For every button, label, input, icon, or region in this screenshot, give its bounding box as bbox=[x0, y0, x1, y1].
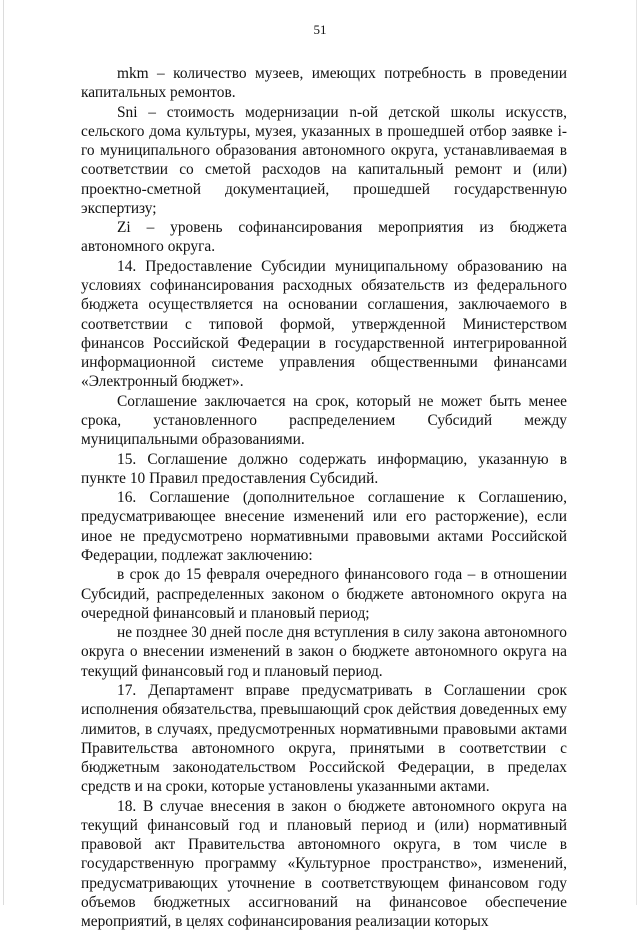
page-number: 51 bbox=[313, 22, 327, 37]
paragraph: Zi – уровень софинансирования мероприятия из бюджета автономного округа. bbox=[81, 219, 567, 256]
paragraph: 16. Соглашение (дополнительное соглашение к Соглашению, предусматривающее внесение изменений или его расторжение), если иное не предусмотрено нормативными правовыми актами Российской Федерации, подлежат заключению: bbox=[81, 489, 567, 564]
paragraph: mkm – количество музеев, имеющих потребность в проведении капитальных ремонтов. bbox=[81, 65, 567, 102]
paragraph: в срок до 15 февраля очередного финансового года – в отношении Субсидий, распределенных законом о бюджете автономного округа на очередной финансовый и плановый период; bbox=[81, 566, 567, 622]
paragraph: 18. В случае внесения в закон о бюджете автономного округа на текущий финансовый год и плановый период и (или) нормативный правовой акт Правительства автономного округа, в том числе в государственную программу «Культурное пространство», изменений, предусматривающих уточнение в соответствующем финансовом году объемов бюджетных ассигнований на финансовое обеспечение мероприятий, в целях софинансирования реализации которых bbox=[81, 797, 567, 930]
page-edge-left bbox=[3, 0, 4, 905]
paragraph: 17. Департамент вправе предусматривать в Соглашении срок исполнения обязательства, превышающий срок действия доведенных ему лимитов, в случаях, предусмотренных нормативными правовыми актами Правительства автономного округа, принятыми в соответствии с бюджетным законодательством Российской Федерации, в пределах средств и на сроки, которые установлены указанными актами. bbox=[81, 682, 567, 796]
paragraph: 15. Соглашение должно содержать информацию, указанную в пункте 10 Правил предоставления Субсидий. bbox=[81, 450, 567, 487]
paragraph: не позднее 30 дней после дня вступления в силу закона автономного округа о внесении изменений в закон о бюджете автономного округа на текущий финансовый год и плановый период. bbox=[81, 624, 567, 680]
paragraph: Соглашение заключается на срок, который не может быть менее срока, установленного распределением Субсидий между муниципальными образованиями. bbox=[81, 392, 567, 449]
paragraph: Sni – стоимость модернизации n-ой детской школы искусств, сельского дома культуры, музея, указанных в прошедшей отбор заявке i-го муниципального образования автономного округа, устанавливаемая в соответствии со сметой расходов на капитальный ремонт и (или) проектно-сметной документацией, прошедшей государственную экспертизу; bbox=[81, 103, 567, 217]
page-edge-right bbox=[636, 0, 637, 905]
paragraph: 14. Предоставление Субсидии муниципальному образованию на условиях софинансирования расходных обязательств из федерального бюджета осуществляется на основании соглашения, заключаемого в соответствии с типовой формой, утвержденной Министерством финансов Российской Федерации в государственной интегрированной информационной системе управления общественными финансами «Электронный бюджет». bbox=[81, 257, 567, 391]
document-body bbox=[81, 64, 567, 931]
